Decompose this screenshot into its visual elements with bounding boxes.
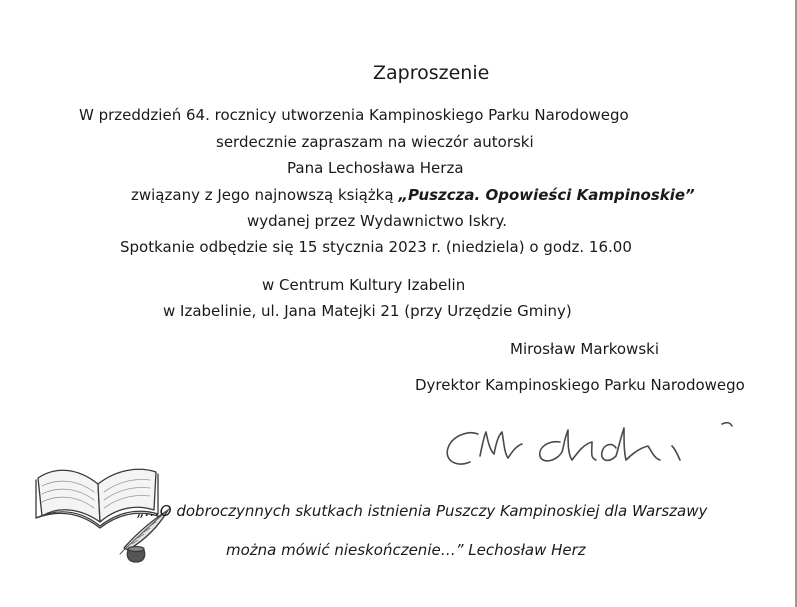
body-line-date: Spotkanie odbędzie się 15 stycznia 2023 r. (niedziela) o godz. 16.00 xyxy=(120,238,632,256)
body-line-book-prefix: związany z Jego najnowszą książką xyxy=(131,186,399,204)
body-line-address: w Izabelinie, ul. Jana Matejki 21 (przy Urzędzie Gminy) xyxy=(163,302,572,320)
quote-line-2: można mówić nieskończenie…” Lechosław Herz xyxy=(226,541,586,559)
body-line-book xyxy=(131,185,695,205)
signatory-role: Dyrektor Kampinoskiego Parku Narodowego xyxy=(415,376,745,394)
handwritten-signature xyxy=(440,412,750,474)
invitation-title: Zaproszenie xyxy=(373,62,490,84)
body-line-publisher: wydanej przez Wydawnictwo Iskry. xyxy=(247,212,508,230)
body-line-anniversary: W przeddzień 64. rocznicy utworzenia Kampinoskiego Parku Narodowego xyxy=(79,106,629,124)
body-line-guest: Pana Lechosława Herza xyxy=(287,159,464,177)
book-title: „Puszcza. Opowieści Kampinoskie” xyxy=(398,186,695,204)
quote-line-1: „…O dobroczynnych skutkach istnienia Puszczy Kampinoskiej dla Warszawy xyxy=(137,502,708,520)
open-book-with-quill-and-inkwell-icon xyxy=(28,430,188,565)
body-line-venue: w Centrum Kultury Izabelin xyxy=(262,276,466,294)
signatory-name: Mirosław Markowski xyxy=(510,340,659,358)
body-line-invitation: serdecznie zapraszam na wieczór autorski xyxy=(216,133,534,151)
